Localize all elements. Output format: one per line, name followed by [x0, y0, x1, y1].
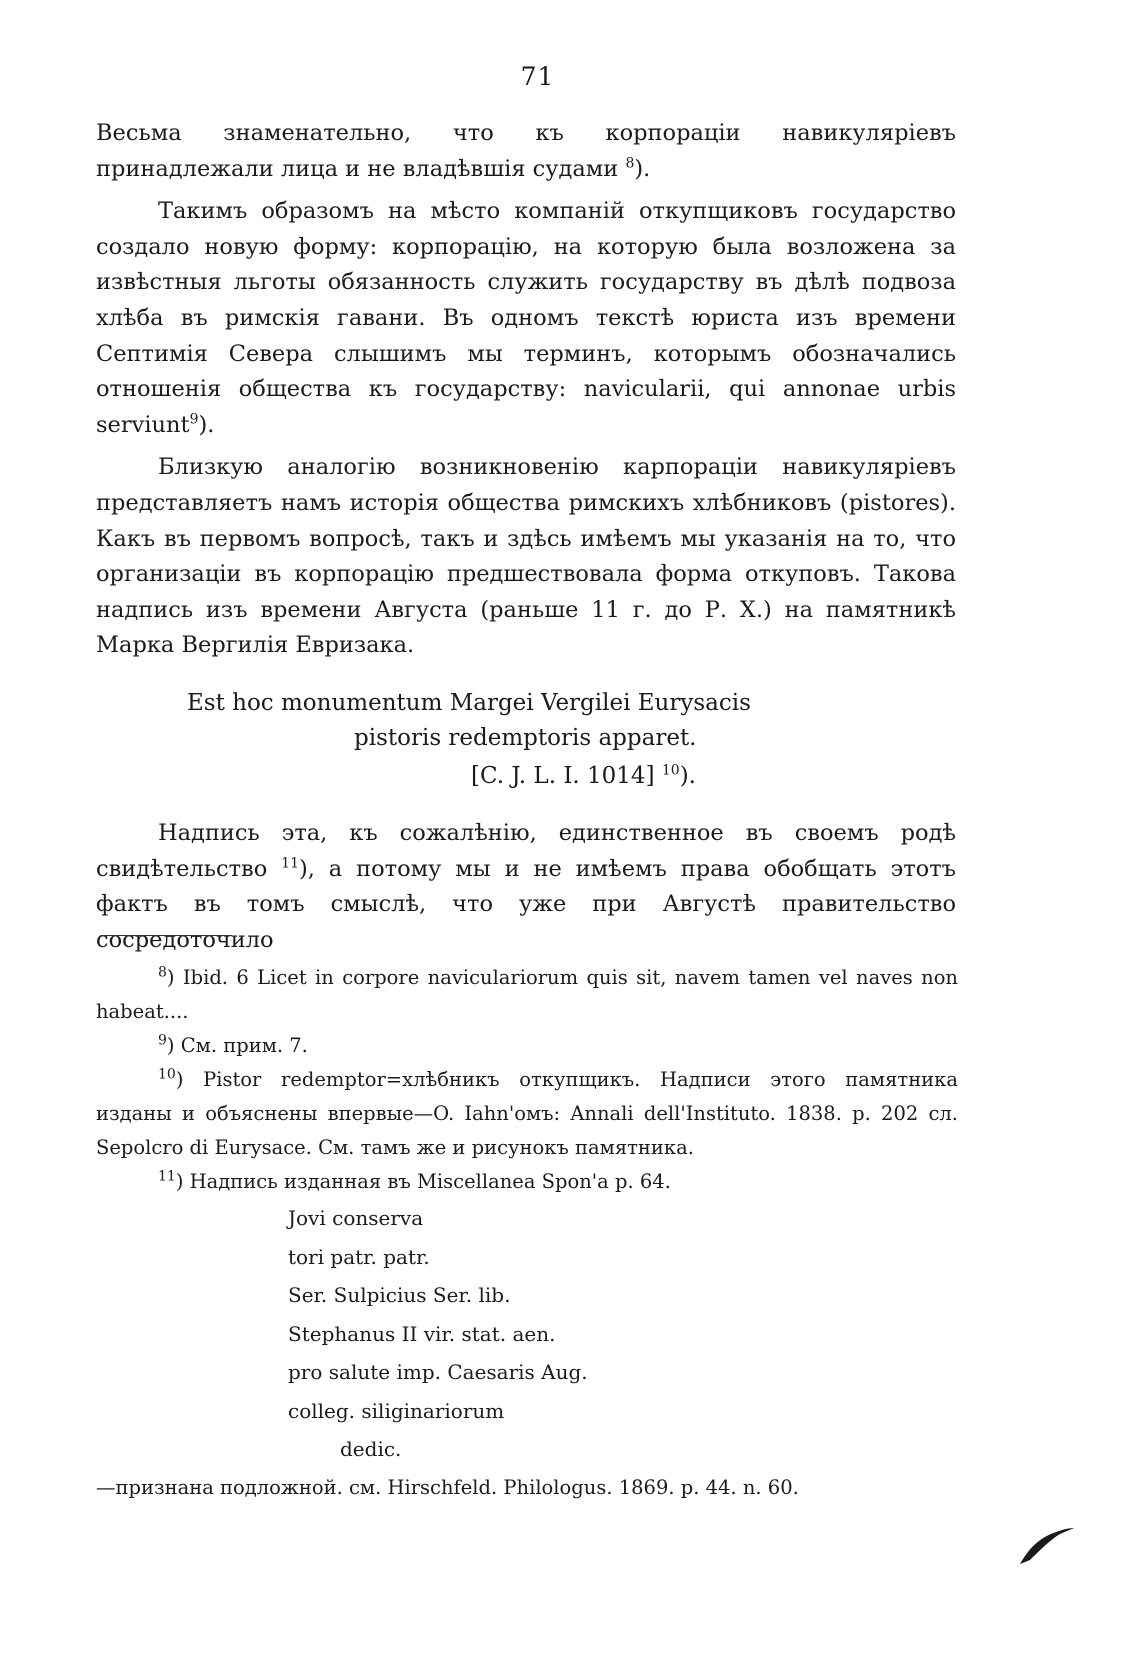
footnote-text: ) Ibid. 6 Licet in corpore naviculariorum quis sit, navem tamen vel naves non habeat....	[96, 966, 958, 1023]
paragraph-2	[96, 194, 956, 443]
main-text	[96, 116, 956, 965]
inscription-line-2: pistoris redemptoris apparet.	[354, 724, 697, 751]
quoted-line: Ser. Sulpicius Ser. lib.	[288, 1283, 511, 1307]
paragraph-text: Надпись эта, къ сожалѣнію, единственное въ своемъ родѣ свидѣтельство	[96, 819, 956, 882]
footnote-text: ) Надпись изданная въ Miscellanea Spon'a p. 64.	[175, 1170, 671, 1193]
inscription-citation	[96, 759, 956, 794]
inscription-line-1: Est hoc monumentum Margei Vergilei Eurysacis	[187, 689, 751, 716]
paragraph-text: Близкую аналогію возникновенію карпораціи навикуляріевъ представляетъ намъ исторія общества римскихъ хлѣбниковъ (pistores). Какъ въ первомъ вопросѣ, такъ и здѣсь имѣемъ мы указанія на то, что организаціи въ корпорацію предшествовала форма откуповъ. Такова надпись изъ времени Августа (раньше 11 г. до Р. Х.) на памятникѣ Марка Вергилія Евризака.	[96, 454, 956, 659]
quoted-line: colleg. siliginariorum	[288, 1398, 505, 1423]
paragraph-4	[96, 816, 956, 958]
footnote-ref-9: 9	[189, 411, 199, 428]
footnote-divider	[100, 935, 232, 936]
footnote-8	[96, 961, 958, 1029]
quoted-inscription	[288, 1199, 958, 1469]
citation-tail: ).	[679, 762, 696, 789]
footnote-9	[96, 1029, 958, 1063]
footnote-ref-8: 8	[625, 155, 635, 172]
footnote-11	[96, 1165, 958, 1199]
footnote-10	[96, 1063, 958, 1165]
quoted-line: dedic.	[340, 1437, 402, 1461]
paragraph-tail: ).	[634, 155, 651, 182]
latin-inscription	[96, 686, 956, 794]
footnote-ref-10: 10	[661, 762, 680, 779]
paragraph-tail: ), а потому мы и не имѣемъ права обобщать этотъ фактъ въ томъ смыслѣ, что уже при Августѣ правительство сосредоточило	[96, 855, 956, 953]
final-remark: —признана подложной. см. Hirschfeld. Philologus. 1869. p. 44. n. 60.	[96, 1475, 799, 1499]
footnote-mark: 10	[158, 1066, 176, 1083]
footnote-mark: 9	[158, 1032, 167, 1049]
footnotes	[96, 961, 958, 1505]
footnote-mark: 11	[158, 1168, 176, 1185]
paragraph-text: Весьма знаменательно, что къ корпораціи навикуляріевъ принадлежали лица и не владѣвшія судами	[96, 120, 956, 182]
quoted-line: tori patr. patr.	[288, 1244, 430, 1269]
footnote-text: ) Pistor redemptor=хлѣбникъ откупщикъ. Надписи этого памятника изданы и объяснены впервые—O. Iahn'омъ: Annali dell'Instituto. 1838. p. 202 сл. Sepolcro di Eurysace. См. тамъ же и рисунокъ памятника.	[96, 1068, 958, 1159]
page-number: 71	[520, 62, 555, 91]
quoted-line: Stephanus II vir. stat. aen.	[288, 1321, 556, 1346]
paragraph-tail: ).	[198, 411, 215, 438]
paragraph-text: Такимъ образомъ на мѣсто компаній откупщиковъ государство создало новую форму: корпорацію, на которую была возложена за извѣстныя льготы обязанность служить государству въ дѣлѣ подвоза хлѣба въ римскія гавани. Въ одномъ текстѣ юриста изъ времени Септимія Севера слышимъ мы терминъ, которымъ обозначались отношенія общества къ государству: navicularii, qui annonae urbis serviunt	[96, 198, 956, 438]
footnote-text: ) См. прим. 7.	[166, 1034, 308, 1057]
footnote-mark: 8	[158, 964, 167, 981]
ink-mark	[1016, 1520, 1076, 1568]
footnote-ref-11: 11	[281, 855, 299, 871]
quoted-line: pro salute imp. Caesaris Aug.	[288, 1360, 588, 1384]
paragraph-3	[96, 450, 956, 664]
citation-text: [C. J. L. I. 1014]	[471, 762, 655, 789]
quoted-line: Jovi conserva	[288, 1206, 424, 1230]
paragraph-1	[96, 116, 956, 187]
